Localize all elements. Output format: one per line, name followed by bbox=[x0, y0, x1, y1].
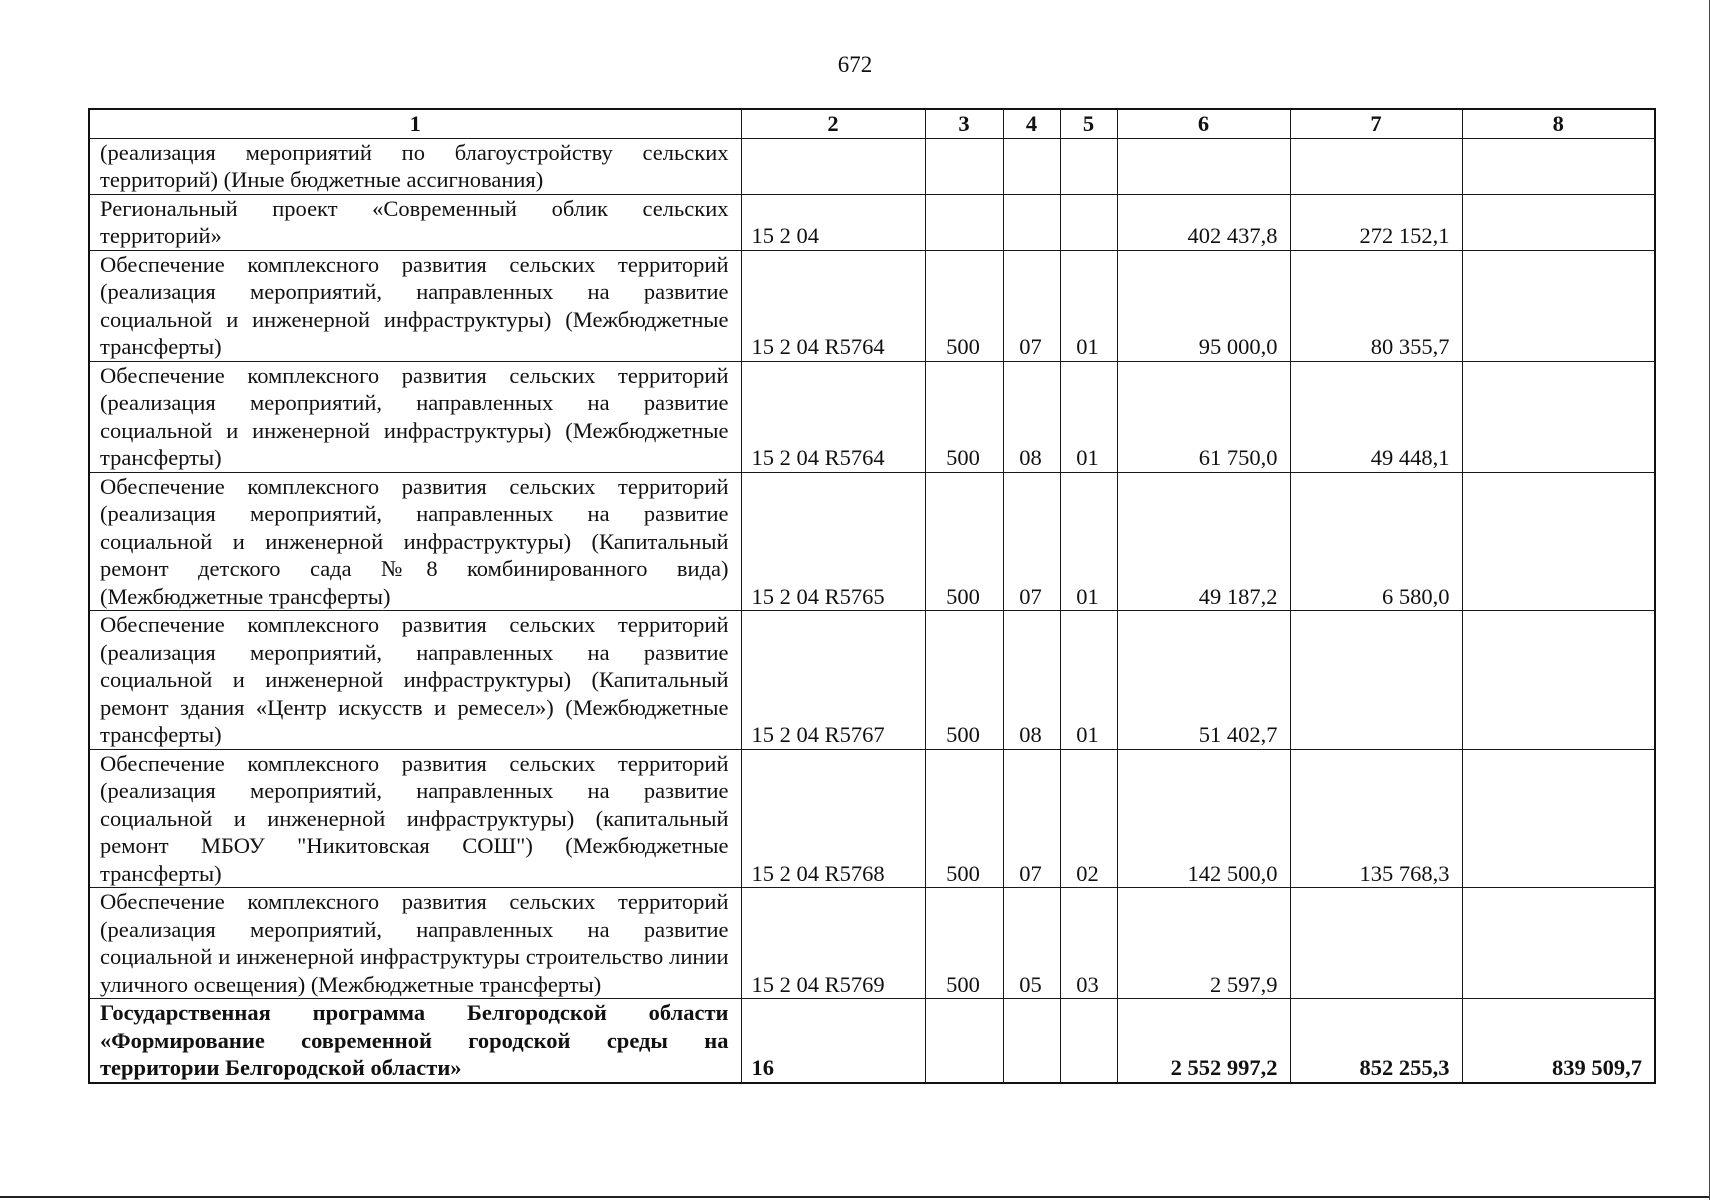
row-col5: 02 bbox=[1060, 749, 1117, 888]
row-col7: 49 448,1 bbox=[1290, 361, 1462, 472]
row-col3 bbox=[925, 194, 1003, 250]
row-name: Обеспечение комплексного развития сельских территорий (реализация мероприятий, направленных на развитие социальной и инженерной инфраструктуры) (Межбюджетные трансферты) bbox=[89, 361, 741, 472]
row-col5: 01 bbox=[1060, 361, 1117, 472]
row-col7: 272 152,1 bbox=[1290, 194, 1462, 250]
row-col7 bbox=[1290, 611, 1462, 750]
row-col6: 2 597,9 bbox=[1117, 888, 1290, 999]
row-col3: 500 bbox=[925, 611, 1003, 750]
row-col3 bbox=[925, 138, 1003, 194]
row-col4: 05 bbox=[1003, 888, 1060, 999]
column-header-8: 8 bbox=[1462, 109, 1655, 138]
row-code: 15 2 04 R5764 bbox=[741, 250, 925, 361]
row-name: Обеспечение комплексного развития сельских территорий (реализация мероприятий, направленных на развитие социальной и инженерной инфраструктуры) (Межбюджетные трансферты) bbox=[89, 250, 741, 361]
row-name: Обеспечение комплексного развития сельских территорий (реализация мероприятий, направленных на развитие социальной и инженерной инфраструктуры) (капитальный ремонт МБОУ "Никитовская СОШ") (Межбюджетные трансферты) bbox=[89, 749, 741, 888]
row-col8 bbox=[1462, 361, 1655, 472]
table-row bbox=[89, 888, 1655, 999]
row-code: 15 2 04 R5768 bbox=[741, 749, 925, 888]
row-col4: 08 bbox=[1003, 611, 1060, 750]
row-col6: 51 402,7 bbox=[1117, 611, 1290, 750]
row-col7 bbox=[1290, 138, 1462, 194]
column-header-2: 2 bbox=[741, 109, 925, 138]
row-col5: 01 bbox=[1060, 250, 1117, 361]
row-col3: 500 bbox=[925, 472, 1003, 611]
page-number: 672 bbox=[837, 52, 873, 77]
row-col6: 142 500,0 bbox=[1117, 749, 1290, 888]
table-row-total bbox=[89, 999, 1655, 1083]
row-col4 bbox=[1003, 999, 1060, 1083]
row-col6 bbox=[1117, 138, 1290, 194]
table-row bbox=[89, 611, 1655, 750]
row-col6: 402 437,8 bbox=[1117, 194, 1290, 250]
row-col6: 49 187,2 bbox=[1117, 472, 1290, 611]
row-col4: 07 bbox=[1003, 250, 1060, 361]
row-col4 bbox=[1003, 194, 1060, 250]
row-col4: 08 bbox=[1003, 361, 1060, 472]
row-col5 bbox=[1060, 194, 1117, 250]
row-col3: 500 bbox=[925, 250, 1003, 361]
row-col8 bbox=[1462, 888, 1655, 999]
row-col7 bbox=[1290, 888, 1462, 999]
table-row bbox=[89, 250, 1655, 361]
row-col7: 135 768,3 bbox=[1290, 749, 1462, 888]
row-code: 15 2 04 R5765 bbox=[741, 472, 925, 611]
row-col7: 852 255,3 bbox=[1290, 999, 1462, 1083]
column-header-6: 6 bbox=[1117, 109, 1290, 138]
budget-table bbox=[88, 108, 1656, 1084]
row-name: Государственная программа Белгородской области «Формирование современной городской среды на территории Белгородской области» bbox=[89, 999, 741, 1083]
column-header-5: 5 bbox=[1060, 109, 1117, 138]
column-header-1: 1 bbox=[89, 109, 741, 138]
row-code: 15 2 04 R5764 bbox=[741, 361, 925, 472]
row-col8 bbox=[1462, 611, 1655, 750]
row-col3: 500 bbox=[925, 888, 1003, 999]
row-code: 16 bbox=[741, 999, 925, 1083]
row-code: 15 2 04 bbox=[741, 194, 925, 250]
row-col5: 01 bbox=[1060, 611, 1117, 750]
row-col3 bbox=[925, 999, 1003, 1083]
row-col8 bbox=[1462, 250, 1655, 361]
table-row bbox=[89, 749, 1655, 888]
row-col7: 80 355,7 bbox=[1290, 250, 1462, 361]
row-col6: 2 552 997,2 bbox=[1117, 999, 1290, 1083]
row-code: 15 2 04 R5769 bbox=[741, 888, 925, 999]
row-col7: 6 580,0 bbox=[1290, 472, 1462, 611]
row-col5 bbox=[1060, 999, 1117, 1083]
row-col8 bbox=[1462, 749, 1655, 888]
page-edge-line bbox=[0, 1196, 1710, 1198]
row-name: Обеспечение комплексного развития сельских территорий (реализация мероприятий, направленных на развитие социальной и инженерной инфраструктуры строительство линии уличного освещения) (Межбюджетные трансферты) bbox=[89, 888, 741, 999]
row-col8 bbox=[1462, 472, 1655, 611]
row-name: (реализация мероприятий по благоустройству сельских территорий) (Иные бюджетные ассигнования) bbox=[89, 138, 741, 194]
row-col4 bbox=[1003, 138, 1060, 194]
row-name: Обеспечение комплексного развития сельских территорий (реализация мероприятий, направленных на развитие социальной и инженерной инфраструктуры) (Капитальный ремонт здания «Центр искусств и ремесел») (Межбюджетные трансферты) bbox=[89, 611, 741, 750]
row-name: Региональный проект «Современный облик сельских территорий» bbox=[89, 194, 741, 250]
column-header-3: 3 bbox=[925, 109, 1003, 138]
row-col3: 500 bbox=[925, 749, 1003, 888]
column-header-7: 7 bbox=[1290, 109, 1462, 138]
row-col6: 95 000,0 bbox=[1117, 250, 1290, 361]
row-col8 bbox=[1462, 138, 1655, 194]
row-col8: 839 509,7 bbox=[1462, 999, 1655, 1083]
row-code: 15 2 04 R5767 bbox=[741, 611, 925, 750]
row-col8 bbox=[1462, 194, 1655, 250]
row-col6: 61 750,0 bbox=[1117, 361, 1290, 472]
table-row bbox=[89, 138, 1655, 194]
row-name: Обеспечение комплексного развития сельских территорий (реализация мероприятий, направленных на развитие социальной и инженерной инфраструктуры) (Капитальный ремонт детского сада №8 комбинированного вида) (Межбюджетные трансферты) bbox=[89, 472, 741, 611]
row-col4: 07 bbox=[1003, 472, 1060, 611]
header-row bbox=[89, 109, 1655, 138]
row-col5: 01 bbox=[1060, 472, 1117, 611]
row-col5 bbox=[1060, 138, 1117, 194]
row-col3: 500 bbox=[925, 361, 1003, 472]
row-code bbox=[741, 138, 925, 194]
table-row bbox=[89, 472, 1655, 611]
table-row bbox=[89, 194, 1655, 250]
row-col5: 03 bbox=[1060, 888, 1117, 999]
row-col4: 07 bbox=[1003, 749, 1060, 888]
column-header-4: 4 bbox=[1003, 109, 1060, 138]
table-row bbox=[89, 361, 1655, 472]
